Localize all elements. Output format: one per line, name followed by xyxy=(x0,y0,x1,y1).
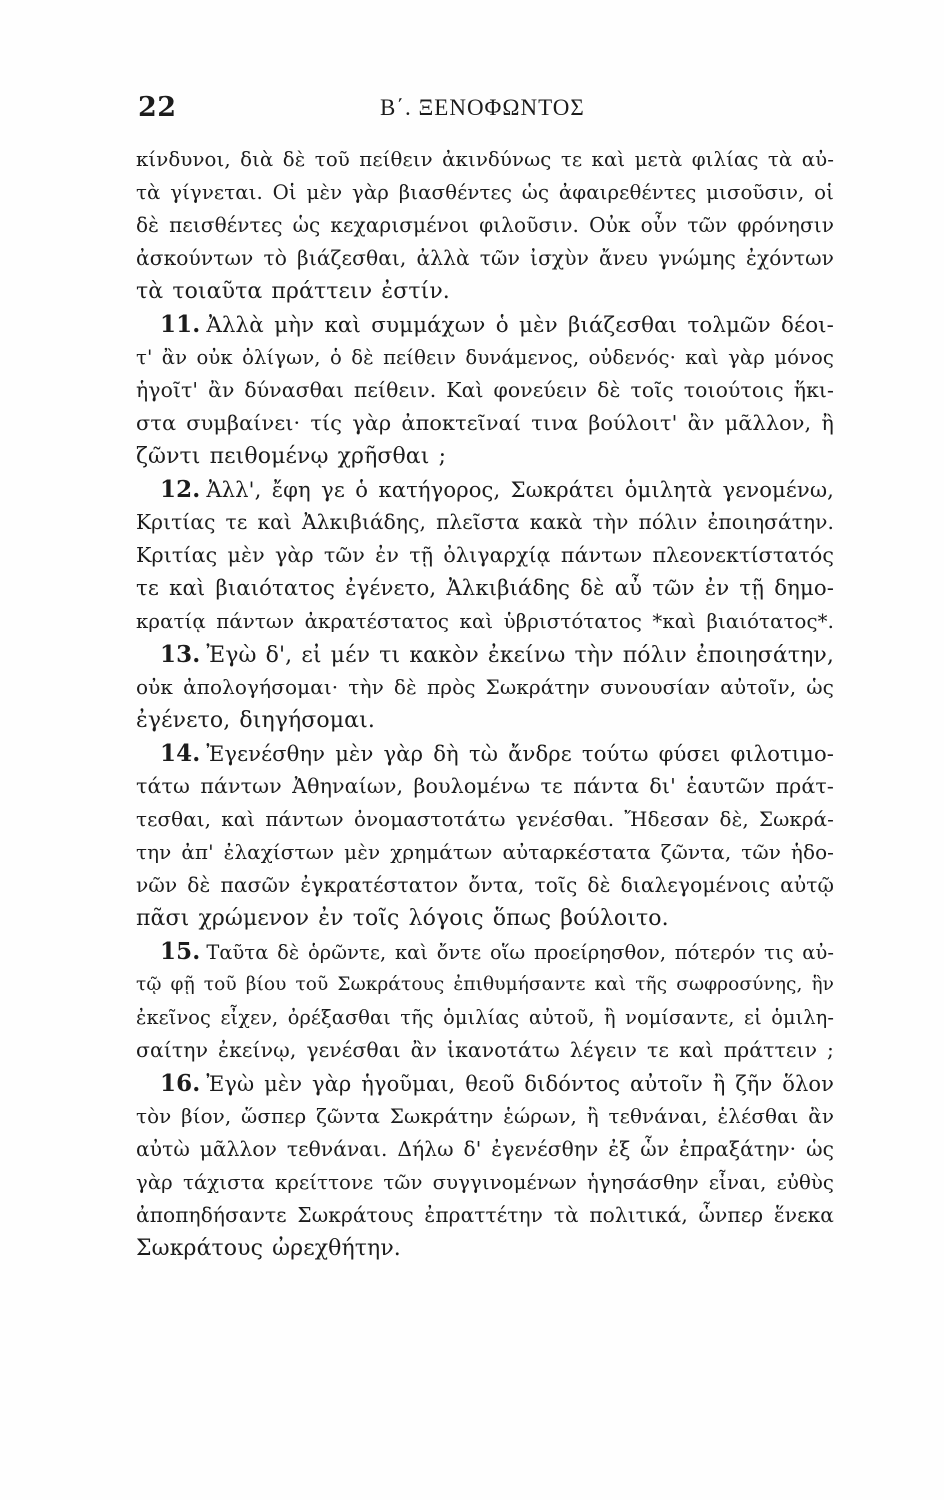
line-text: ἀσκούντων τὸ βιάζεσθαι, ἀλλὰ τῶν ἰσχὺν ἄνευ γνώμης ἐχόντων xyxy=(136,246,834,270)
line-text: ἡγοῖτ' ἂν δύνασθαι πείθειν. Καὶ φονεύειν δὲ τοῖς τοιούτοις ἥκι- xyxy=(136,378,834,402)
text-line xyxy=(136,176,834,209)
line-text: τάτω πάντων Ἀθηναίων, βουλομένω τε πάντα δι' ἑαυτῶν πράτ- xyxy=(136,774,834,798)
line-text: ἐγένετο, διηγήσομαι. xyxy=(136,708,375,733)
section-start-line xyxy=(136,1067,834,1100)
line-text: Ταῦτα δὲ ὁρῶντε, καὶ ὄντε οἵω προείρησθον, πότερόν τις αὐ- xyxy=(206,941,834,964)
line-text: σαίτην ἐκείνῳ, γενέσθαι ἂν ἱκανοτάτω λέγειν τε καὶ πράττειν ; xyxy=(136,1038,834,1062)
text-line xyxy=(136,704,834,737)
page-number: 22 xyxy=(138,92,177,123)
line-text: τὰ τοιαῦτα πράττειν ἐστίν. xyxy=(136,279,450,304)
text-line xyxy=(136,968,834,1001)
line-text: κίνδυνοι, διὰ δὲ τοῦ πείθειν ἀκινδύνως τε καὶ μετὰ φιλίας τὰ αὐ- xyxy=(136,148,834,171)
text-line xyxy=(136,143,834,176)
text-line xyxy=(136,209,834,242)
line-text: γὰρ τάχιστα κρείττονε τῶν συγγινομένων ἡγησάσθην εἶναι, εὐθὺς xyxy=(136,1171,834,1194)
line-text: τ' ἂν οὐκ ὀλίγων, ὁ δὲ πείθειν δυνάμενος, οὐδενός· καὶ γὰρ μόνος xyxy=(136,346,834,369)
text-line xyxy=(136,440,834,473)
text-line xyxy=(136,539,834,572)
section-number: 16. xyxy=(160,1070,201,1097)
line-text: κρατίᾳ πάντων ἀκρατέστατος καὶ ὑβριστότατος *καὶ βιαιότατος*. xyxy=(136,610,834,633)
text-line xyxy=(136,572,834,605)
line-text: τεσθαι, καὶ πάντων ὀνομαστοτάτω γενέσθαι. Ἤδεσαν δὲ, Σωκρά- xyxy=(136,808,834,831)
line-text: πᾶσι χρώμενον ἐν τοῖς λόγοις ὅπως βούλοιτο. xyxy=(136,906,669,931)
text-line xyxy=(136,1133,834,1166)
line-text: την ἀπ' ἐλαχίστων μὲν χρημάτων αὐταρκέστατα ζῶντα, τῶν ἡδο- xyxy=(136,841,834,864)
line-text: νῶν δὲ πασῶν ἐγκρατέστατον ὄντα, τοῖς δὲ διαλεγομένοις αὐτῷ xyxy=(136,873,834,897)
text-line xyxy=(136,902,834,935)
line-text: ἐκεῖνος εἶχεν, ὀρέξασθαι τῆς ὁμιλίας αὐτοῦ, ἢ νομίσαντε, εἰ ὁμιλη- xyxy=(136,1006,834,1029)
text-line xyxy=(136,1199,834,1232)
line-text: δὲ πεισθέντες ὡς κεχαρισμένοι φιλοῦσιν. Οὐκ οὖν τῶν φρόνησιν xyxy=(136,213,834,237)
section-start-line xyxy=(136,638,834,671)
line-text: Κριτίας μὲν γὰρ τῶν ἐν τῇ ὀλιγαρχίᾳ πάντων πλεονεκτίστατός xyxy=(136,543,834,567)
text-line xyxy=(136,869,834,902)
text-line xyxy=(136,407,834,440)
section-number: 14. xyxy=(160,740,201,767)
text-line xyxy=(136,1166,834,1199)
line-text: Κριτίας τε καὶ Ἀλκιβιάδης, πλεῖστα κακὰ τὴν πόλιν ἐποιησάτην. xyxy=(136,510,834,534)
text-line xyxy=(136,671,834,704)
text-line xyxy=(136,341,834,374)
text-line xyxy=(136,605,834,638)
line-text: τὰ γίγνεται. Οἱ μὲν γὰρ βιασθέντες ὡς ἀφαιρεθέντες μισοῦσιν, οἱ xyxy=(136,181,834,204)
section-start-line xyxy=(136,473,834,506)
text-line xyxy=(136,803,834,836)
line-text: οὐκ ἀπολογήσομαι· τὴν δὲ πρὸς Σωκράτην συνουσίαν αὐτοῖν, ὡς xyxy=(136,675,834,699)
line-text: στα συμβαίνει· τίς γὰρ ἀποκτεῖναί τινα βούλοιτ' ἂν μᾶλλον, ἢ xyxy=(136,411,834,435)
line-text: τε καὶ βιαιότατος ἐγένετο, Ἀλκιβιάδης δὲ αὖ τῶν ἐν τῇ δημο- xyxy=(136,576,834,601)
line-text: Ἀλλὰ μὴν καὶ συμμάχων ὁ μὲν βιάζεσθαι τολμῶν δέοι- xyxy=(206,313,834,338)
line-text: Ἐγενέσθην μὲν γὰρ δὴ τὼ ἄνδρε τούτω φύσει φιλοτιμο- xyxy=(206,741,834,766)
line-text: Ἐγὼ δ', εἰ μέν τι κακὸν ἐκείνω τὴν πόλιν ἐποιησάτην, xyxy=(206,643,834,668)
running-title: Β΄. ΞΕΝΟΦΩΝΤΟΣ xyxy=(380,95,585,120)
section-number: 15. xyxy=(160,938,201,965)
body-text xyxy=(136,143,834,1265)
line-text: Ἀλλ', ἔφη γε ὁ κατήγορος, Σωκράτει ὁμιλητὰ γενομένω, xyxy=(206,477,834,502)
line-text: ζῶντι πειθομένῳ χρῆσθαι ; xyxy=(136,444,447,469)
text-line xyxy=(136,1232,834,1265)
text-line xyxy=(136,242,834,275)
text-line xyxy=(136,506,834,539)
text-line xyxy=(136,1034,834,1067)
text-line xyxy=(136,1001,834,1034)
section-start-line xyxy=(136,308,834,341)
line-text: Σωκράτους ὠρεχθήτην. xyxy=(136,1236,401,1261)
line-text: τὸν βίον, ὥσπερ ζῶντα Σωκράτην ἑώρων, ἢ τεθνάναι, ἑλέσθαι ἂν xyxy=(136,1105,834,1128)
line-text: Ἐγὼ μὲν γὰρ ἡγοῦμαι, θεοῦ διδόντος αὐτοῖν ἢ ζῆν ὅλον xyxy=(206,1071,834,1096)
text-line xyxy=(136,770,834,803)
line-text: αὐτὼ μᾶλλον τεθνάναι. Δήλω δ' ἐγενέσθην ἐξ ὧν ἐπραξάτην· ὡς xyxy=(136,1137,834,1161)
section-number: 11. xyxy=(160,311,201,338)
section-start-line xyxy=(136,935,834,968)
text-line xyxy=(136,275,834,308)
section-start-line xyxy=(136,737,834,770)
section-number: 13. xyxy=(160,641,201,668)
text-line xyxy=(136,1100,834,1133)
page-header xyxy=(138,92,830,128)
text-line xyxy=(136,374,834,407)
line-text: ἀποπηδήσαντε Σωκράτους ἐπραττέτην τὰ πολιτικά, ὧνπερ ἕνεκα xyxy=(136,1203,834,1227)
text-line xyxy=(136,836,834,869)
line-text: τῷ φῇ τοῦ βίου τοῦ Σωκράτους ἐπιθυμήσαντε καὶ τῆς σωφροσύνης, ἣν xyxy=(136,974,834,995)
section-number: 12. xyxy=(160,476,201,503)
